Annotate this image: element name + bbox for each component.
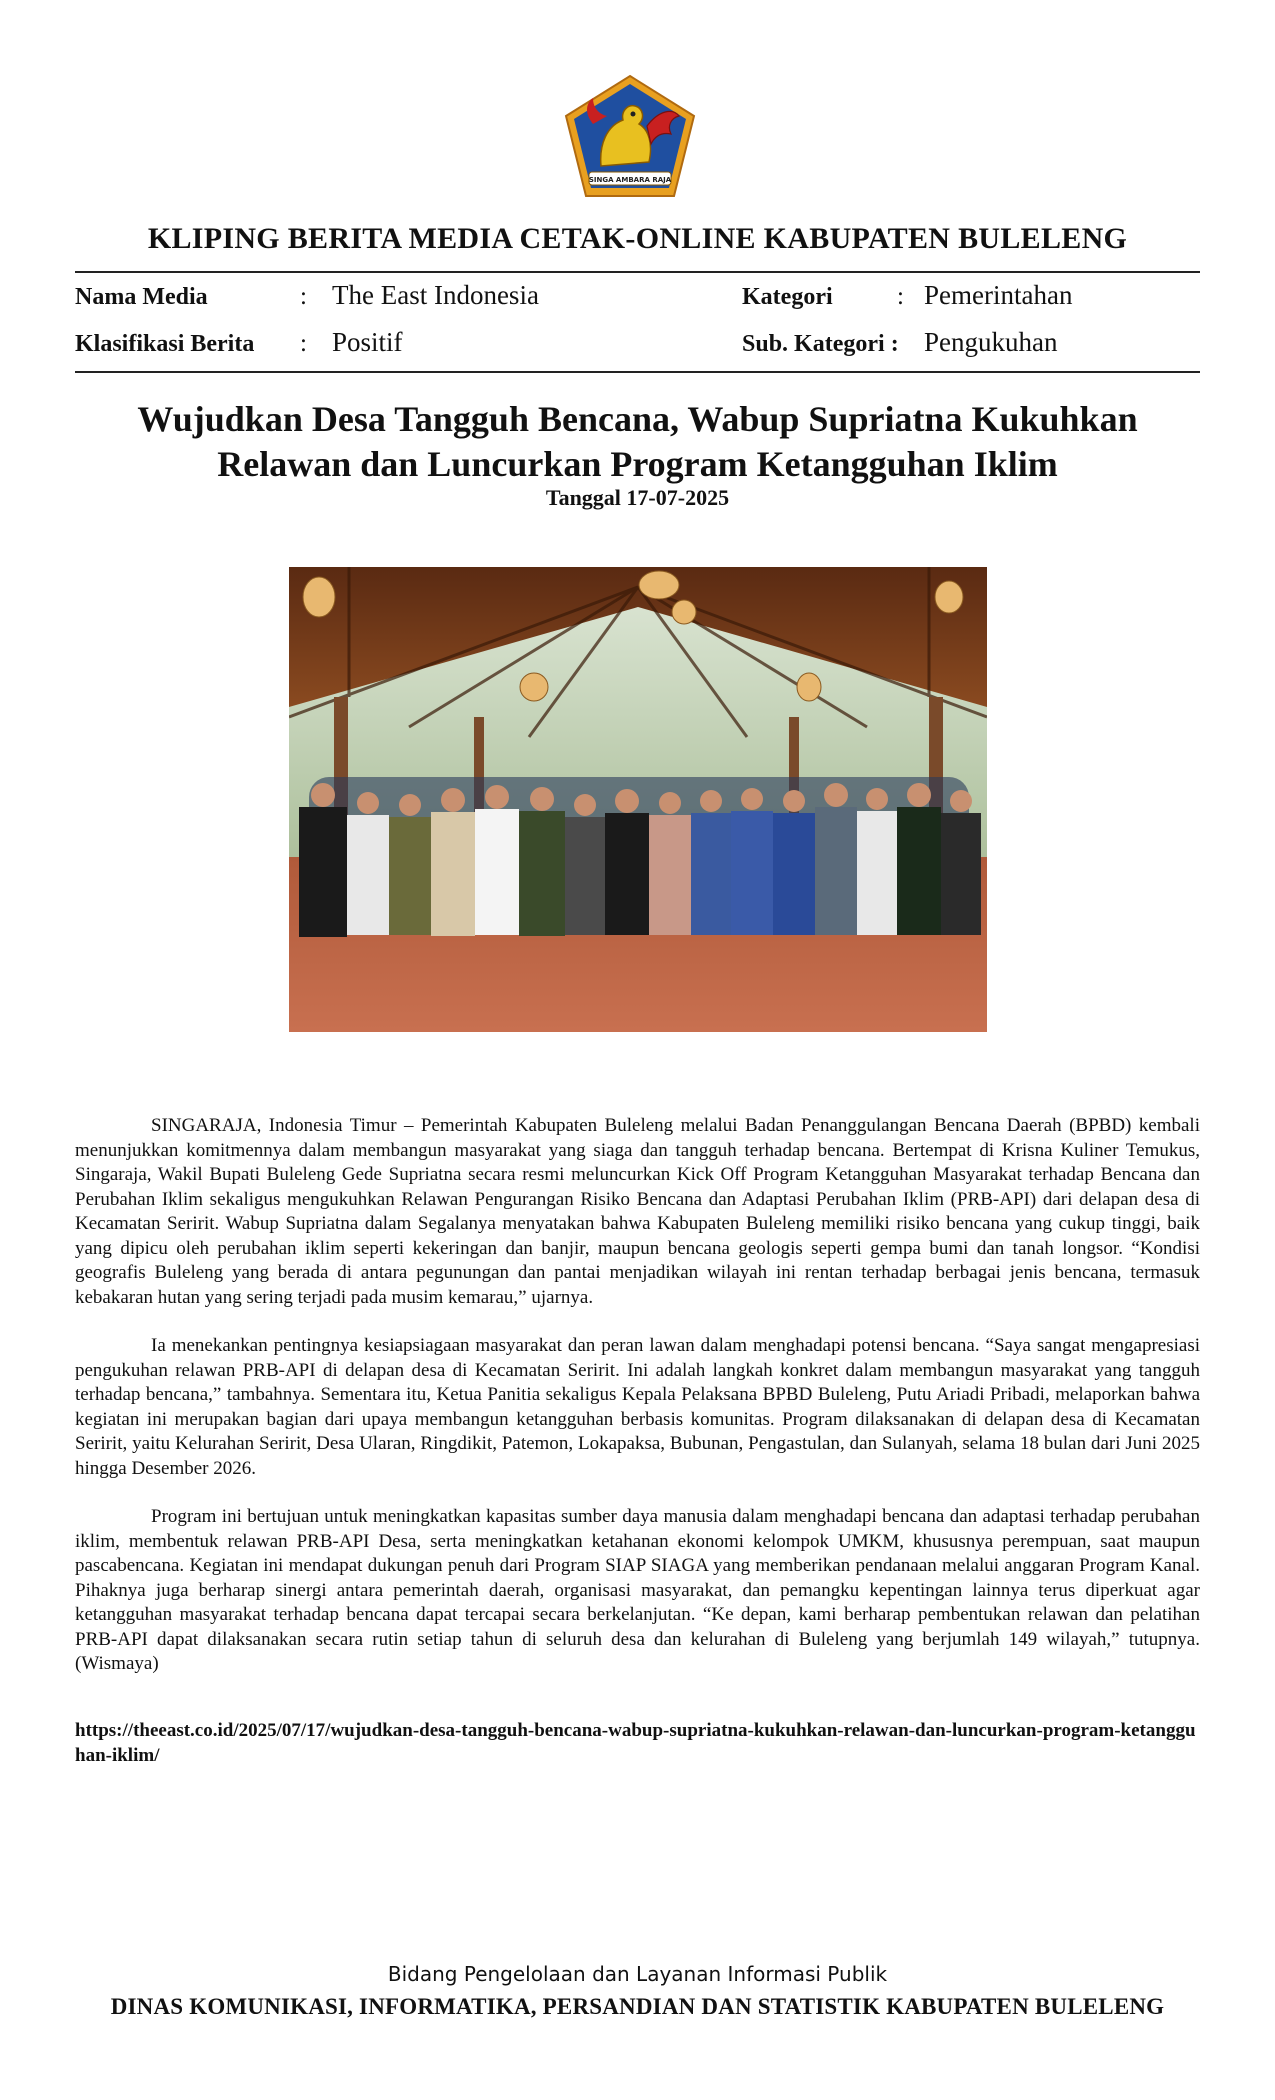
article-title — [75, 397, 1200, 487]
header-divider-bottom — [75, 371, 1200, 373]
article-paragraph-3: Program ini bertujuan untuk meningkatkan kapasitas sumber daya manusia dalam menghadapi bencana dan adaptasi terhadap perubahan iklim, membentuk relawan PRB-API Desa, serta meningkatkan ketahanan ekonomi kelompok UMKM, khususnya perempuan, saat maupun pascabencana. Kegiatan ini mendapat dukungan penuh dari Program SIAP SIAGA yang memberikan pendanaan melalui anggaran Program Kanal. Pihaknya juga berharap sinergi antara pemerintah daerah, organisasi masyarakat, dan pemangku kepentingan lainnya terus diperkuat agar ketangguhan masyarakat terhadap bencana dapat tercapai secara berkelanjutan. “Ke depan, kami berharap pembentukan relawan dan pelatihan PRB-API dapat dilaksanakan secara rutin setiap tahun di seluruh desa dan kelurahan di Buleleng yang berjumlah 149 wilayah,” tutupnya.(Wismaya) — [75, 1506, 1200, 1674]
article-title-line2: Relawan dan Luncurkan Program Ketangguhan Iklim — [217, 444, 1058, 484]
header-divider-top — [75, 271, 1200, 273]
meta-kategori-value: Pemerintahan — [924, 280, 1073, 310]
meta-colon: : — [300, 330, 307, 357]
article-body — [75, 1114, 1200, 1701]
meta-colon: : — [300, 283, 307, 310]
meta-kategori-label: Kategori — [742, 284, 833, 310]
meta-klasifikasi-value: Positif — [332, 327, 403, 357]
buleleng-regency-logo — [563, 74, 697, 199]
meta-klasifikasi-label: Klasifikasi Berita — [75, 331, 255, 357]
meta-sub-kategori-value: Pengukuhan — [924, 327, 1058, 357]
footer-agency: DINAS KOMUNIKASI, INFORMATIKA, PERSANDIAN DAN STATISTIK KABUPATEN BULELENG — [110, 1994, 1165, 2019]
logo-motto: SINGA AMBARA RAJA — [588, 176, 672, 184]
meta-colon: : — [897, 283, 904, 310]
source-url-link[interactable]: https://theeast.co.id/2025/07/17/wujudkan-desa-tangguh-bencana-wabup-supriatna-kukuhkan-relawan-dan-luncurkan-program-ketangguhan-iklim/ — [75, 1720, 1196, 1766]
article-paragraph-2: Ia menekankan pentingnya kesiapsiagaan masyarakat dan peran lawan dalam menghadapi potensi bencana. “Saya sangat mengapresiasi pengukuhan relawan PRB-API di delapan desa di Kecamatan Seririt. Ini adalah langkah konkret dalam membangun masyarakat yang tangguh terhadap bencana,” tambahnya. Sementara itu, Ketua Panitia sekaligus Kepala Pelaksana BPBD Buleleng, Putu Ariadi Pribadi, melaporkan bahwa kegiatan ini merupakan bagian dari upaya membangun ketangguhan berbasis komunitas. Program dilaksanakan di delapan desa di Kecamatan Seririt, yaitu Kelurahan Seririt, Desa Ularan, Ringdikit, Patemon, Lokapaksa, Bubunan, Pengastulan, dan Sulanyah, selama 18 bulan dari Juni 2025 hingga Desember 2026. — [75, 1335, 1200, 1479]
meta-sub-kategori-label: Sub. Kategori : — [742, 331, 899, 357]
meta-nama-media-value: The East Indonesia — [332, 280, 539, 310]
footer-division: Bidang Pengelolaan dan Layanan Informasi Publik — [387, 1962, 888, 1986]
group-photo-image — [289, 567, 987, 1032]
article-title-line1: Wujudkan Desa Tangguh Bencana, Wabup Supriatna Kukuhkan — [137, 399, 1138, 439]
article-date: Tanggal 17-07-2025 — [545, 485, 730, 510]
clipping-header-title: KLIPING BERITA MEDIA CETAK-ONLINE KABUPATEN BULELENG — [147, 222, 1128, 255]
article-paragraph-1: SINGARAJA, Indonesia Timur – Pemerintah Kabupaten Buleleng melalui Badan Penanggulangan Bencana Daerah (BPBD) kembali menunjukkan komitmennya dalam membangun masyarakat yang siaga dan tangguh terhadap bencana. Bertempat di Krisna Kuliner Temukus, Singaraja, Wakil Bupati Buleleng Gede Supriatna secara resmi meluncurkan Kick Off Program Ketangguhan Masyarakat terhadap Bencana dan Perubahan Iklim sekaligus mengukuhkan Relawan Pengurangan Risiko Bencana dan Adaptasi Perubahan Iklim (PRB-API) dari delapan desa di Kecamatan Seririt. Wabup Supriatna dalam Segalanya menyatakan bahwa Kabupaten Buleleng memiliki risiko bencana yang cukup tinggi, baik yang dipicu oleh perubahan iklim seperti kekeringan dan banjir, maupun bencana geologis seperti gempa bumi dan tanah longsor. “Kondisi geografis Buleleng yang berada di antara pegunungan dan pantai menjadikan wilayah ini rentan terhadap berbagai jenis bencana, termasuk kebakaran hutan yang sering terjadi pada musim kemarau,” ujarnya. — [75, 1115, 1200, 1308]
meta-nama-media-label: Nama Media — [75, 284, 208, 310]
